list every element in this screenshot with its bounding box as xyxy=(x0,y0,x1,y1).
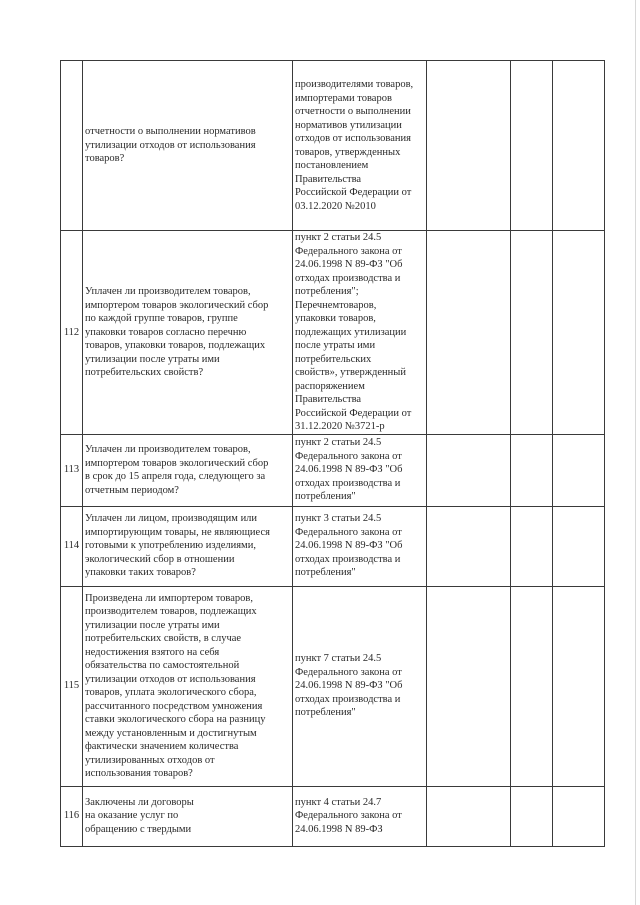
answer-yes-cell xyxy=(427,61,511,231)
reference-line: Федерального закона от xyxy=(295,450,402,462)
reference-line: Российской Федерации от xyxy=(295,187,412,198)
reference-line: после утраты ими xyxy=(295,340,376,351)
reference-line: Перечнемтоваров, xyxy=(295,299,377,311)
reference-line: Федерального закона от xyxy=(295,666,402,678)
answer-no-cell xyxy=(511,586,553,786)
reference-line: Правительства xyxy=(295,394,362,405)
row-number: 116 xyxy=(61,786,83,846)
row-number xyxy=(61,61,83,231)
reference-line: отходах производства и xyxy=(295,553,401,565)
reference-line: потребления" xyxy=(295,491,356,503)
reference-line: Правительства xyxy=(295,173,362,185)
legal-reference-cell xyxy=(293,434,427,506)
checklist-table xyxy=(60,60,605,847)
reference-line: отходах производства и xyxy=(295,477,401,489)
reference-line: пункт 2 статьи 24.5 xyxy=(295,232,382,243)
reference-line: пункт 2 статьи 24.5 xyxy=(295,437,382,449)
reference-line: товаров, утвержденных xyxy=(295,146,401,158)
answer-yes-cell xyxy=(427,434,511,506)
question-line: Произведена ли импортером товаров, xyxy=(85,592,253,604)
question-line: использования товаров? xyxy=(85,768,193,779)
reference-line: пункт 7 статьи 24.5 xyxy=(295,653,382,665)
reference-line: импортерами товаров xyxy=(295,92,392,104)
question-line: утилизации после утраты ими xyxy=(85,353,220,365)
question-line: в срок до 15 апреля года, следующего за xyxy=(85,471,266,482)
reference-line: постановлением xyxy=(295,160,369,171)
question-line: отчетности о выполнении нормативов xyxy=(85,126,256,138)
row-number: 114 xyxy=(61,506,83,586)
reference-line: нормативов утилизации xyxy=(295,119,402,131)
question-cell xyxy=(83,231,293,435)
reference-line: потребления" xyxy=(295,567,356,579)
note-cell xyxy=(553,586,605,786)
reference-line: Федерального закона от xyxy=(295,810,402,822)
reference-line: потребления"; xyxy=(295,286,359,297)
table-row xyxy=(61,586,605,786)
question-line: утилизации после утраты ими xyxy=(85,619,220,631)
reference-line: Федерального закона от xyxy=(295,245,402,257)
question-line: утилизации отходов от использования xyxy=(85,673,256,685)
table-row xyxy=(61,61,605,231)
note-cell xyxy=(553,434,605,506)
question-line: фактически значением количества xyxy=(85,741,239,752)
question-line: экологический сбор в отношении xyxy=(85,553,235,565)
reference-line: свойств», утвержденный xyxy=(295,367,406,378)
reference-line: Российской Федерации от xyxy=(295,407,412,419)
note-cell xyxy=(553,786,605,846)
note-cell xyxy=(553,231,605,435)
answer-yes-cell xyxy=(427,506,511,586)
answer-no-cell xyxy=(511,61,553,231)
table-body xyxy=(61,61,605,847)
answer-yes-cell xyxy=(427,786,511,846)
question-line: готовыми к употреблению изделиями, xyxy=(85,540,256,552)
answer-no-cell xyxy=(511,434,553,506)
legal-reference-cell xyxy=(293,786,427,846)
question-line: на оказание услуг по xyxy=(85,810,179,822)
answer-no-cell xyxy=(511,786,553,846)
reference-line: распоряжением xyxy=(295,380,365,392)
note-cell xyxy=(553,61,605,231)
reference-line: упаковки товаров, xyxy=(295,313,376,324)
question-line: обязательства по самостоятельной xyxy=(85,660,240,671)
reference-line: 24.06.1998 N 89-ФЗ "Об xyxy=(295,259,403,270)
reference-line: отходах производства и xyxy=(295,693,401,705)
reference-line: 03.12.2020 №2010 xyxy=(295,200,376,212)
reference-line: отходов от использования xyxy=(295,133,411,144)
reference-line: потребления" xyxy=(295,707,356,719)
reference-line: 24.06.1998 N 89-ФЗ xyxy=(295,823,383,835)
reference-line: 24.06.1998 N 89-ФЗ "Об xyxy=(295,680,403,692)
question-line: потребительских свойств? xyxy=(85,367,204,378)
legal-reference-cell xyxy=(293,231,427,435)
question-line: потребительских свойств, в случае xyxy=(85,633,242,644)
reference-line: потребительских xyxy=(295,353,372,365)
question-cell xyxy=(83,434,293,506)
question-line: товаров, упаковки товаров, подлежащих xyxy=(85,340,266,351)
table-row xyxy=(61,506,605,586)
answer-yes-cell xyxy=(427,231,511,435)
question-line: недостижения взятого на себя xyxy=(85,646,220,658)
answer-yes-cell xyxy=(427,586,511,786)
question-line: по каждой группе товаров, группе xyxy=(85,313,238,324)
reference-line: подлежащих утилизации xyxy=(295,326,407,338)
question-cell xyxy=(83,506,293,586)
question-line: упаковки таких товаров? xyxy=(85,567,196,579)
question-line: импортером товаров экологический сбор xyxy=(85,299,269,311)
question-line: Заключены ли договоры xyxy=(85,796,194,808)
question-line: между установленным и достигнутым xyxy=(85,727,257,739)
reference-line: пункт 4 статьи 24.7 xyxy=(295,796,382,808)
question-line: товаров? xyxy=(85,153,125,165)
question-line: утилизированных отходов от xyxy=(85,754,215,766)
answer-no-cell xyxy=(511,506,553,586)
reference-line: отчетности о выполнении xyxy=(295,106,411,117)
question-line: отчетным периодом? xyxy=(85,484,179,496)
question-line: рассчитанного посредством умножения xyxy=(85,700,263,712)
reference-line: отходах производства и xyxy=(295,272,401,284)
answer-no-cell xyxy=(511,231,553,435)
question-line: товаров, уплата экологического сбора, xyxy=(85,687,257,698)
question-line: утилизации отходов от использования xyxy=(85,139,256,151)
reference-line: производителями товаров, xyxy=(295,79,414,90)
question-line: Уплачен ли производителем товаров, xyxy=(85,444,251,455)
question-cell xyxy=(83,61,293,231)
reference-line: Федерального закона от xyxy=(295,526,402,538)
reference-line: пункт 3 статьи 24.5 xyxy=(295,513,382,525)
question-line: импортирующим товары, не являющиеся xyxy=(85,526,270,538)
note-cell xyxy=(553,506,605,586)
legal-reference-cell xyxy=(293,61,427,231)
question-line: обращению с твердыми xyxy=(85,823,192,835)
row-number: 112 xyxy=(61,231,83,435)
table-row xyxy=(61,231,605,435)
question-cell xyxy=(83,586,293,786)
reference-line: 24.06.1998 N 89-ФЗ "Об xyxy=(295,540,403,552)
question-line: ставки экологического сбора на разницу xyxy=(85,714,266,725)
reference-line: 31.12.2020 №3721-р xyxy=(295,421,385,432)
table-row xyxy=(61,786,605,846)
reference-line: 24.06.1998 N 89-ФЗ "Об xyxy=(295,464,403,476)
question-line: производителем товаров, подлежащих xyxy=(85,606,257,617)
table-row xyxy=(61,434,605,506)
question-line: упаковки товаров согласно перечню xyxy=(85,326,247,338)
legal-reference-cell xyxy=(293,506,427,586)
legal-reference-cell xyxy=(293,586,427,786)
page-edge xyxy=(635,0,636,905)
question-cell xyxy=(83,786,293,846)
row-number: 115 xyxy=(61,586,83,786)
question-line: импортером товаров экологический сбор xyxy=(85,457,269,469)
question-line: Уплачен ли производителем товаров, xyxy=(85,286,251,297)
row-number: 113 xyxy=(61,434,83,506)
question-line: Уплачен ли лицом, производящим или xyxy=(85,513,258,525)
